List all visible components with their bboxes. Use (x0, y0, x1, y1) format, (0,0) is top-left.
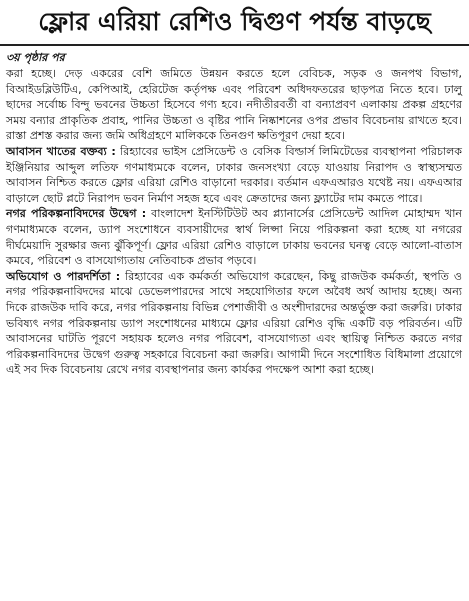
paragraph-2-text: রিহ্যাবের ভাইস প্রেসিডেন্ট ও বেসিক বিল্ডার্স লিমিটেডের ব্যবস্থাপনা পরিচালক ইঞ্জিনিয়ার আব্দুল লতিফ গণমাধ্যমকে বলেন, ঢাকার জনসংখ্যা বেড়ে যাওয়ায় নিরাপদ ও স্বাস্থ্যসম্মত আবাসন নিশ্চিত করতে ফ্লোর এরিয়া রেশিও বাড়ানো দরকার। বর্তমান এফএআরও যথেষ্ট নয়। এফএআর বাড়ালে ছোট প্লটে নিরাপদ ভবন নির্মাণ সহজ হবে এবং ক্রেতাদের জন্য ফ্ল্যাটের দাম কমতে পারে। (6, 144, 463, 205)
paragraph-1 (6, 66, 462, 144)
paragraph-4 (6, 269, 462, 378)
paragraph-2 (6, 144, 462, 206)
paragraph-1-text: করা হচ্ছে। দেড় একরের বেশি জমিতে উন্নয়ন করতে হলে বেবিচক, সড়ক ও জনপথ বিভাগ, বিআইডব্লিউটিএ, কেপিআই, হেরিটেজ কর্তৃপক্ষ এবং পরিবেশ অধিদফতরের ছাড়পত্র নিতে হবে। ঢালু ছাদের সর্বোচ্চ বিন্দু ভবনের উচ্চতা হিসেবে গণ্য হবে। নদীতীরবর্তী বা বন্যাপ্রবণ এলাকায় প্রকল্প গ্রহণের সময় বন্যার প্রাকৃতিক প্রবাহ, পানির উচ্চতা ও বৃষ্টির পানি নিষ্কাশনের ওপর প্রভাব বিবেচনায় রাখতে হবে। রাস্তা প্রশস্ত করার জন্য জমি অধিগ্রহণে মালিককে তিনগুণ ক্ষতিপূরণ দেয়া হবে। (6, 67, 462, 143)
paragraph-4-lead: অভিযোগ ও পারদর্শিতা : (6, 269, 121, 283)
continued-from-label: ৩য় পৃষ্ঠার পর (6, 51, 65, 64)
paragraph-3-lead: নগর পরিকল্পনাবিদদের উদ্বেগ : (6, 207, 147, 221)
paragraph-2-lead: আবাসন খাতের বক্তব্য : (6, 144, 116, 158)
headline: ফ্লোর এরিয়া রেশিও দ্বিগুণ পর্যন্ত বাড়ছে (38, 7, 431, 36)
paragraph-4-text: রিহ্যাবের এক কর্মকর্তা অভিযোগ করেছেন, কিছু রাজউক কর্মকর্তা, স্থপতি ও নগর পরিকল্পনাবিদদের মাঝে ডেভেলপারদের সাথে সহযোগিতার ফলে অবৈধ অর্থ আদায় হচ্ছে। অন্য দিকে রাজউক দাবি করে, নগর পরিকল্পনায় বিভিন্ন পেশাজীবী ও অংশীদারদের অন্তর্ভুক্ত করা জরুরি। ঢাকার ভবিষ্যৎ নগর পরিকল্পনায় ড্যাপ সংশোধনের মাধ্যমে ফ্লোর এরিয়া রেশিও বৃদ্ধি একটি বড় পরিবর্তন। এটি আবাসনের ঘাটতি পূরণে সহায়ক হলেও নগর পরিবেশ, বাসযোগ্যতা এবং স্থায়িত্ব নিশ্চিত করতে নগর পরিকল্পনাবিদদের উদ্বেগ গুরুত্ব সহকারে বিবেচনা করা জরুরি। আগামী দিনে সংশোধিত বিধিমালা প্রয়োগে এই সব দিক বিবেচনায় রেখে নগর ব্যবস্থাপনার জন্য কার্যকর পদক্ষেপ আশা করা হচ্ছে। (6, 269, 462, 377)
paragraph-3-text: বাংলাদেশ ইনস্টিটিউট অব প্ল্যানার্সের প্রেসিডেন্ট আদিল মোহাম্মদ খান গণমাধ্যমকে বলেন, ড্যাপ সংশোধনে ব্যবসায়ীদের স্বার্থ লিপ্সা নিয়ে পরিকল্পনা করা হচ্ছে যা নগরের দীর্ঘমেয়াদি সুরক্ষার জন্য ঝুঁকিপূর্ণ। ফ্লোর এরিয়া রেশিও বাড়ালে ঢাকায় ভবনের ঘনত্ব বেড়ে আলো-বাতাস কমবে, পরিবেশ ও বাসযোগ্যতায় নেতিবাচক প্রভাব পড়বে। (6, 207, 462, 268)
paragraph-3 (6, 206, 462, 268)
headline-rule (0, 44, 469, 46)
article-body (6, 66, 462, 378)
